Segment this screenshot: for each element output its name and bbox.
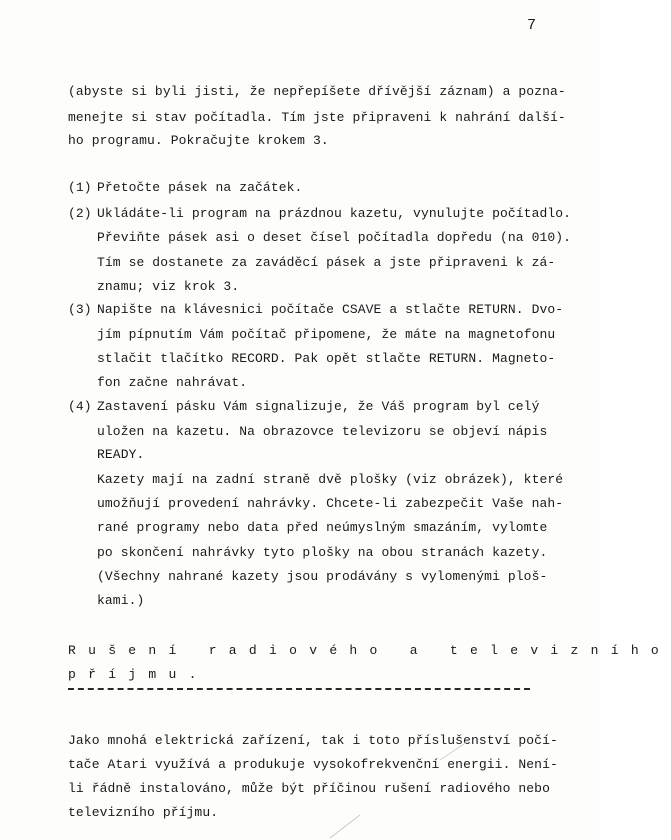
step-line: Napište na klávesnici počítače CSAVE a stlačte RETURN. Dvo- <box>97 302 564 317</box>
step-line: Ukládáte-li program na prázdnou kazetu, vynulujte počítadlo. <box>97 206 572 221</box>
step-number: (4) <box>68 399 92 414</box>
section-heading: příjmu. <box>68 667 209 682</box>
step-line: Tím se dostanete za zaváděcí pásek a jste připraveni k zá- <box>97 255 556 270</box>
step-line: znamu; viz krok 3. <box>97 279 240 294</box>
step-line: stlačit tlačítko RECORD. Pak opět stlačte RETURN. Magneto- <box>97 351 556 366</box>
closing-line: tače Atari využívá a produkuje vysokofrekvenční energii. Není- <box>68 757 558 772</box>
intro-line: menejte si stav počítadla. Tím jste připraveni k nahrání další- <box>68 110 566 125</box>
step-number: (1) <box>68 180 92 195</box>
step-line: umožňují provedení nahrávky. Chcete-li zabezpečit Vaše nah- <box>97 496 564 511</box>
step-line: fon začne nahrávat. <box>97 375 248 390</box>
step-line: rané programy nebo data před neúmyslným smazáním, vylomte <box>97 520 548 535</box>
closing-line: televizního příjmu. <box>68 805 219 820</box>
step-line: kami.) <box>97 593 145 608</box>
section-heading: Rušení radiového a televizního <box>68 643 671 658</box>
intro-line: ho programu. Pokračujte krokem 3. <box>68 133 329 148</box>
step-line: uložen na kazetu. Na obrazovce televizoru se objeví nápis <box>97 424 548 439</box>
step-number: (3) <box>68 302 92 317</box>
step-line: (Všechny nahrané kazety jsou prodávány s vylomenými ploš- <box>97 569 548 584</box>
page-number: 7 <box>527 17 537 34</box>
step-line: jím pípnutím Vám počítač připomene, že máte na magnetofonu <box>97 327 556 342</box>
step-line: Přetočte pásek na začátek. <box>97 180 303 195</box>
closing-line: li řádně instalováno, může být příčinou rušení radiového nebo <box>68 781 550 796</box>
step-line: Zastavení pásku Vám signalizuje, že Váš program byl celý <box>97 399 540 414</box>
step-number: (2) <box>68 206 92 221</box>
step-line: po skončení nahrávky tyto plošky na obou stranách kazety. <box>97 545 548 560</box>
closing-line: Jako mnohá elektrická zařízení, tak i toto příslušenství počí- <box>68 733 558 748</box>
step-line: Kazety mají na zadní straně dvě plošky (viz obrázek), které <box>97 472 564 487</box>
step-line: Převiňte pásek asi o deset čísel počítadla dopředu (na 010). <box>97 230 572 245</box>
step-line: READY. <box>97 447 145 462</box>
intro-line: (abyste si byli jisti, že nepřepíšete dřívější záznam) a pozna- <box>68 84 566 99</box>
